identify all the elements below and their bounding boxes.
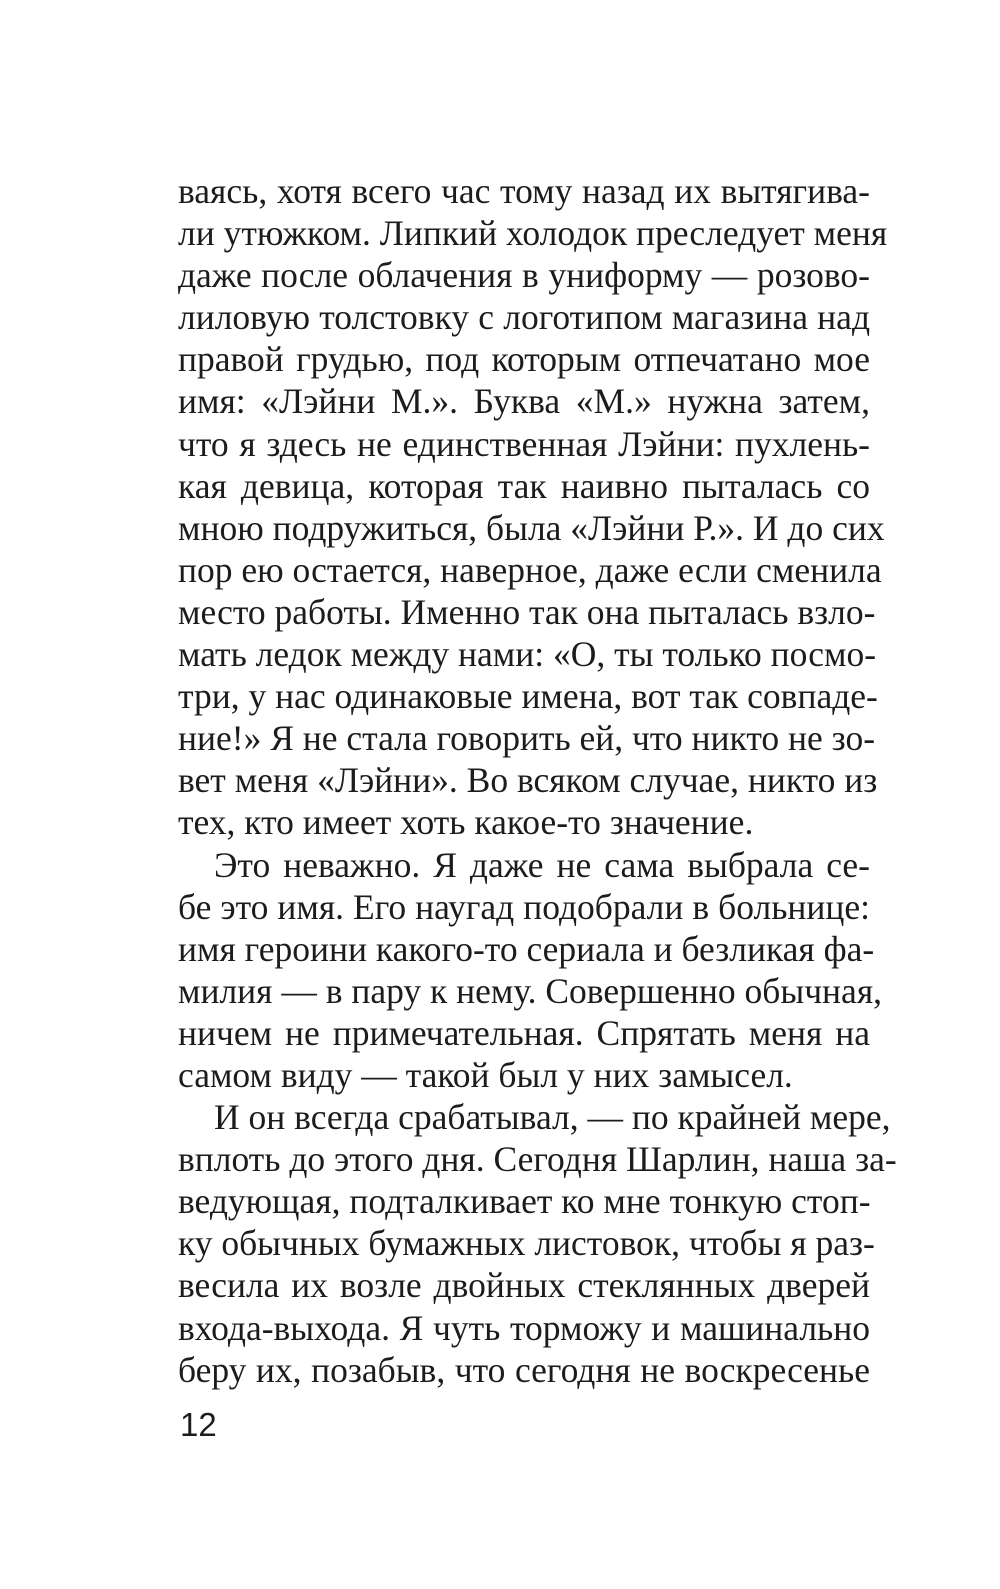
text-line: что я здесь не единственная Лэйни: пухлень- xyxy=(178,423,870,464)
text-line: имя: «Лэйни М.». Буква «М.» нужна затем, xyxy=(178,381,870,422)
text-line: милия — в пару к нему. Совершенно обычная, xyxy=(178,970,883,1011)
text-line: весила их возле двойных стеклянных дверей xyxy=(178,1265,870,1306)
text-line: кая девица, которая так наивно пыталась со xyxy=(178,465,870,506)
text-line: ведующая, подталкивает ко мне тонкую стоп- xyxy=(178,1181,871,1222)
paragraph xyxy=(178,170,888,844)
paragraph xyxy=(178,1096,897,1391)
text-line: мать ледок между нами: «О, ты только посмо- xyxy=(178,634,877,675)
text-line: входа-выхода. Я чуть торможу и машинально xyxy=(178,1307,870,1348)
text-line: имя героини какого-то сериала и безликая фа- xyxy=(178,928,875,969)
text-line: бе это имя. Его наугад подобрали в больнице: xyxy=(178,886,870,927)
text-line: самом виду — такой был у них замысел. xyxy=(178,1054,793,1095)
text-line: вплоть до этого дня. Сегодня Шарлин, наша за- xyxy=(178,1139,897,1180)
text-line: беру их, позабыв, что сегодня не воскресенье xyxy=(178,1349,870,1390)
text-line: три, у нас одинаковые имена, вот так совпаде- xyxy=(178,676,878,717)
text-line: пор ею остается, наверное, даже если сменила xyxy=(178,549,882,590)
text-line: место работы. Именно так она пыталась взло- xyxy=(178,591,876,632)
text-line: лиловую толстовку с логотипом магазина над xyxy=(178,297,870,338)
text-line: ничем не примечательная. Спрятать меня на xyxy=(178,1012,870,1053)
page-number: 12 xyxy=(180,1406,217,1443)
text-line: вет меня «Лэйни». Во всяком случае, никто из xyxy=(178,760,878,801)
text-line: тех, кто имеет хоть какое-то значение. xyxy=(178,802,754,843)
paragraph xyxy=(178,844,883,1097)
text-line: ку обычных бумажных листовок, чтобы я раз- xyxy=(178,1223,875,1264)
text-line: правой грудью, под которым отпечатано мое xyxy=(178,339,870,380)
text-line: Это неважно. Я даже не сама выбрала се- xyxy=(214,844,870,885)
text-line: ваясь, хотя всего час тому назад их вытягива- xyxy=(178,171,870,211)
text-line: ли утюжком. Липкий холодок преследует меня xyxy=(178,213,888,254)
body-text xyxy=(178,170,897,1391)
text-line: И он всегда срабатывал, — по крайней мере, xyxy=(214,1097,891,1138)
text-line: даже после облачения в униформу — розово- xyxy=(178,255,870,296)
text-line: ние!» Я не стала говорить ей, что никто не зо- xyxy=(178,718,876,759)
text-line: мною подружиться, была «Лэйни Р.». И до сих xyxy=(178,507,885,548)
